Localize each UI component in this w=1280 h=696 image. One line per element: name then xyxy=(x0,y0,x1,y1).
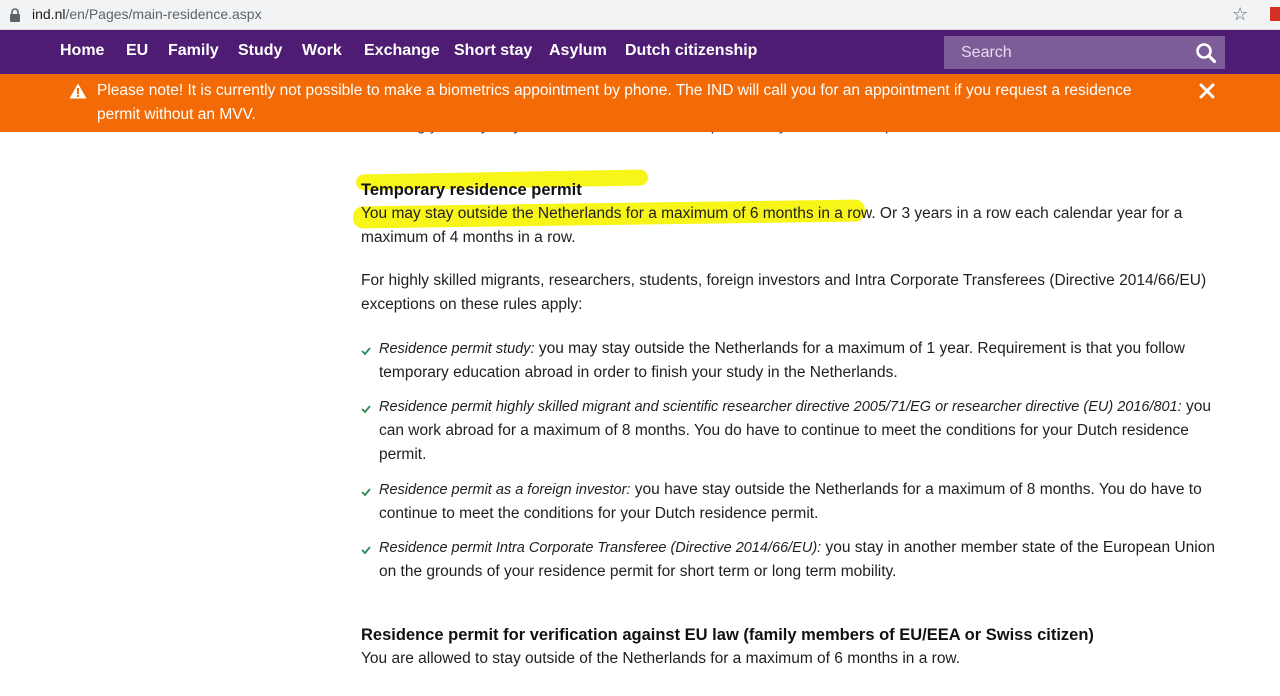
list-item-text xyxy=(379,337,1224,385)
list-item-label: Residence permit highly skilled migrant and scientific researcher directive 2005/71/EG or researcher directive (EU) 2016/801: xyxy=(379,399,1182,415)
checkmark-icon xyxy=(361,346,371,356)
list-item-label: Residence permit study: xyxy=(379,341,535,357)
nav-item-home[interactable]: Home xyxy=(60,42,105,59)
section-text-eu-law-permit: You are allowed to stay outside of the Netherlands for a maximum of 6 months in a row. xyxy=(361,650,961,667)
nav-item-family[interactable]: Family xyxy=(168,42,219,59)
browser-address-bar[interactable] xyxy=(0,0,1280,30)
alert-banner xyxy=(0,74,1280,132)
url-host: ind.nl xyxy=(32,6,66,22)
nav-item-dutch-citizenship[interactable]: Dutch citizenship xyxy=(625,42,758,59)
nav-item-short-stay[interactable]: Short stay xyxy=(454,42,533,59)
search-input[interactable] xyxy=(944,36,1184,69)
extension-icon[interactable] xyxy=(1270,7,1280,21)
url-path: /en/Pages/main-residence.aspx xyxy=(65,6,262,22)
checkmark-icon xyxy=(361,404,371,414)
nav-item-work[interactable]: Work xyxy=(302,42,342,59)
list-item-label: Residence permit as a foreign investor: xyxy=(379,482,631,498)
nav-item-eu[interactable]: EU xyxy=(126,42,149,59)
search-box xyxy=(944,36,1225,69)
list-item-body: you can work abroad for a maximum of 8 months. You do have to continue to meet the conditions for your Dutch residence permit. xyxy=(379,398,1212,463)
list-item-body: you have stay outside the Netherlands for a maximum of 8 months. You do have to continue to meet the conditions for your Dutch residence permit. xyxy=(379,481,1202,522)
url-text[interactable] xyxy=(32,6,262,22)
section-text-temporary-permit: You may stay outside the Netherlands for a maximum of 6 months in a row. Or 3 years in a row each calendar year for a maximum of 4 months in a row. xyxy=(361,205,1183,246)
checkmark-icon xyxy=(361,487,371,497)
list-item-text xyxy=(379,478,1224,526)
list-item-body: you stay in another member state of the European Union on the grounds of your residence permit for short term or long term mobility. xyxy=(379,539,1215,580)
list-item-text xyxy=(379,536,1224,584)
list-item-label: Residence permit Intra Corporate Transferee (Directive 2014/66/EU): xyxy=(379,540,822,556)
warning-icon xyxy=(69,83,87,99)
alert-message: Please note! It is currently not possible to make a biometrics appointment by phone. The IND will call you for an appointment if you request a residence permit without an MVV. xyxy=(97,82,1132,123)
bookmark-star-icon[interactable]: ☆ xyxy=(1232,4,1249,24)
section-heading-eu-law-permit: Residence permit for verification against EU law (family members of EU/EEA or Swiss citizen) xyxy=(361,626,1094,644)
checkmark-icon xyxy=(361,545,371,555)
main-navigation xyxy=(0,30,1280,74)
lock-icon xyxy=(9,8,21,22)
search-icon[interactable] xyxy=(1195,42,1217,64)
list-item-text xyxy=(379,395,1224,467)
nav-item-exchange[interactable]: Exchange xyxy=(364,42,440,59)
section-heading-temporary-permit: Temporary residence permit xyxy=(361,181,582,199)
nav-item-study[interactable]: Study xyxy=(238,42,283,59)
list-item-body: you may stay outside the Netherlands for a maximum of 1 year. Requirement is that you follow temporary education abroad in order to finish your study in the Netherlands. xyxy=(379,340,1185,381)
exceptions-intro: For highly skilled migrants, researchers, students, foreign investors and Intra Corporate Transferees (Directive 2014/66/EU) exceptions on these rules apply: xyxy=(361,272,1207,313)
nav-item-asylum[interactable]: Asylum xyxy=(549,42,607,59)
close-icon[interactable] xyxy=(1199,83,1215,99)
